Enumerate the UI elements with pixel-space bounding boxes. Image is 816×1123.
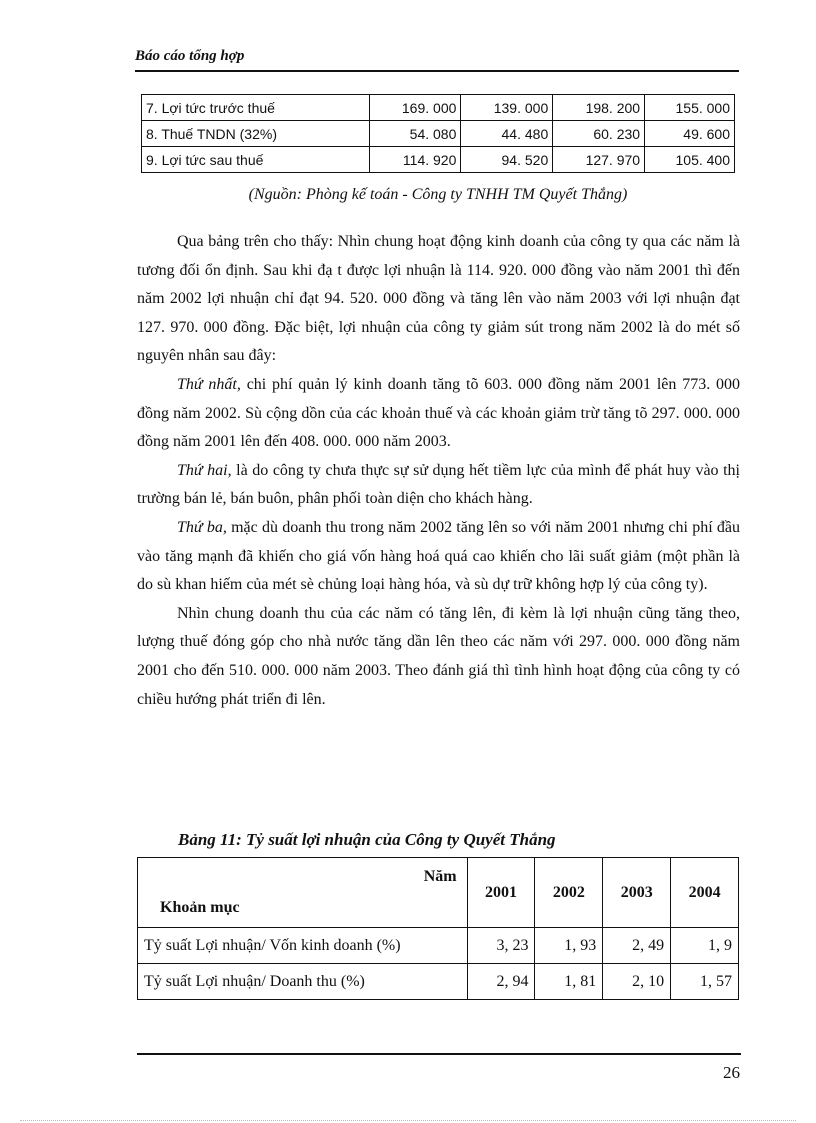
table-row [138, 964, 739, 1000]
year-header: 2001 [467, 858, 535, 928]
value-cell: 49. 600 [645, 121, 735, 147]
table-row [142, 147, 735, 173]
value-cell: 1, 9 [671, 928, 739, 964]
value-cell: 1, 57 [671, 964, 739, 1000]
row-label: Tỷ suất Lợi nhuận/ Doanh thu (%) [138, 964, 468, 1000]
row-label: 8. Thuế TNDN (32%) [142, 121, 370, 147]
value-cell: 3, 23 [467, 928, 535, 964]
value-cell: 114. 920 [369, 147, 461, 173]
profit-table-continued [141, 94, 735, 173]
document-header-title: Báo cáo tổng hợp [135, 48, 245, 64]
paragraph-text: mặc dù doanh thu trong năm 2002 tăng lên so với năm 2001 nhưng chi phí đầu vào tăng mạnh đã khiến cho giá vốn hàng hoá quá cao khiến cho lãi suất giảm (một phần là do sù khan hiếm của mét sè chủng loại hàng hóa, và sù dự trữ không hợp lý của công ty). [137, 518, 741, 594]
row-label: Tỷ suất Lợi nhuận/ Vốn kinh doanh (%) [138, 928, 468, 964]
value-cell: 198. 200 [553, 95, 645, 121]
paragraph-lead: Thứ ba, [177, 518, 227, 536]
value-cell: 2, 10 [603, 964, 671, 1000]
value-cell: 2, 49 [603, 928, 671, 964]
paragraph [137, 514, 740, 600]
value-cell: 54. 080 [369, 121, 461, 147]
header-rule [135, 70, 739, 72]
body-text [137, 228, 740, 714]
table-row [138, 928, 739, 964]
page-edge-divider [20, 1120, 796, 1121]
table-row [142, 121, 735, 147]
table-caption: Bảng 11: Tỷ suất lợi nhuận của Công ty Quyết Thắng [178, 830, 556, 849]
value-cell: 139. 000 [461, 95, 553, 121]
paragraph [137, 457, 740, 514]
paragraph: Nhìn chung doanh thu của các năm có tăng lên, đi kèm là lợi nhuận cũng tăng theo, lượng thuế đóng góp cho nhà nước tăng dần lên theo các năm với 297. 000. 000 đồng năm 2001 cho đến 510. 000. 000 năm 2003. Theo đánh giá thì tình hình hoạt động của công ty có chiều hướng phát triển đi lên. [137, 604, 740, 708]
paragraph-text: chi phí quản lý kinh doanh tăng tõ 603. 000 đồng năm 2001 lên 773. 000 đồng năm 2002. Sù cộng dồn của các khoản thuế và các khoản giảm trừ tăng tõ 297. 000. 000 đồng năm 2001 lên đến 408. 000. 000 năm 2003. [137, 375, 741, 451]
table-row [142, 95, 735, 121]
year-header: 2002 [535, 858, 603, 928]
paragraph-text: là do công ty chưa thực sự sử dụng hết tiềm lực của mình để phát huy vào thị trường bán lẻ, bán buôn, phân phối toàn diện cho khách hàng. [137, 461, 740, 508]
value-cell: 60. 230 [553, 121, 645, 147]
value-cell: 155. 000 [645, 95, 735, 121]
row-label: 7. Lợi tức trước thuế [142, 95, 370, 121]
value-cell: 1, 93 [535, 928, 603, 964]
diagonal-header-cell [138, 858, 468, 928]
page-number: 26 [723, 1063, 740, 1082]
paragraph [137, 371, 740, 457]
value-cell: 127. 970 [553, 147, 645, 173]
paragraph-lead: Thứ hai, [177, 461, 232, 479]
value-cell: 169. 000 [369, 95, 461, 121]
profit-ratio-table [137, 857, 739, 1000]
value-cell: 105. 400 [645, 147, 735, 173]
header-item-label: Khoản mục [160, 899, 240, 916]
row-label: 9. Lợi tức sau thuế [142, 147, 370, 173]
value-cell: 94. 520 [461, 147, 553, 173]
paragraph-lead: Thứ nhất, [177, 375, 241, 393]
value-cell: 2, 94 [467, 964, 535, 1000]
value-cell: 1, 81 [535, 964, 603, 1000]
table-source-note: (Nguồn: Phòng kế toán - Công ty TNHH TM Quyết Thắng) [248, 186, 628, 203]
year-header: 2004 [671, 858, 739, 928]
footer-rule [137, 1053, 741, 1055]
value-cell: 44. 480 [461, 121, 553, 147]
table-header-row [138, 858, 739, 928]
paragraph: Qua bảng trên cho thấy: Nhìn chung hoạt động kinh doanh của công ty qua các năm là tương đối ổn định. Sau khi đạ t được lợi nhuận là 114. 920. 000 đồng vào năm 2001 thì đến năm 2002 lợi nhuận chỉ đạt 94. 520. 000 đồng và tăng lên vào năm 2003 với lợi nhuận đạt 127. 970. 000 đồng. Đặc biệt, lợi nhuận của công ty giảm sút trong năm 2002 là do mét số nguyên nhân sau đây: [137, 233, 740, 365]
year-header: 2003 [603, 858, 671, 928]
header-year-label: Năm [423, 868, 457, 885]
